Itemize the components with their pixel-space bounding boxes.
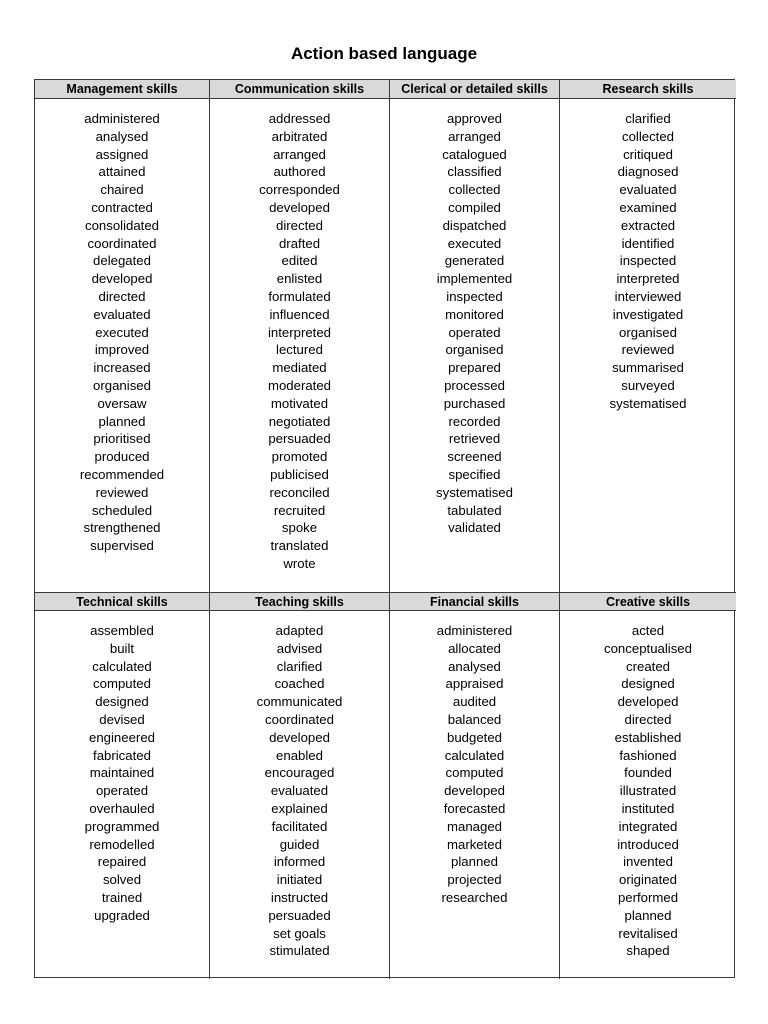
skill-word: organised: [93, 377, 151, 393]
skill-word: translated: [270, 538, 329, 554]
skill-word: forecasted: [443, 800, 506, 816]
skill-word: arranged: [448, 128, 501, 144]
list-teaching-skills: [210, 611, 390, 979]
skill-word: implemented: [436, 271, 513, 287]
skill-word: initiated: [276, 872, 323, 888]
header-management-skills: Management skills: [35, 80, 210, 99]
skill-word: persuaded: [268, 431, 331, 447]
skill-word: classified: [447, 164, 502, 180]
skill-word: collected: [621, 128, 675, 144]
skill-word: formulated: [268, 288, 331, 304]
skill-word: moderated: [267, 377, 332, 393]
skill-word: mediated: [272, 360, 327, 376]
skill-word: inspected: [446, 288, 503, 304]
skill-word: programmed: [84, 818, 160, 834]
list-communication-skills: [210, 99, 390, 592]
skill-word: planned: [98, 413, 146, 429]
skill-word: introduced: [617, 836, 679, 852]
skill-word: operated: [95, 783, 149, 799]
list-research-skills: [560, 99, 736, 592]
skill-word: summarised: [612, 360, 684, 376]
skill-word: examined: [619, 199, 677, 215]
skill-word: wrote: [283, 555, 316, 571]
header-teaching-skills: Teaching skills: [210, 592, 390, 611]
skill-word: maintained: [89, 765, 155, 781]
skill-word: analysed: [448, 658, 501, 674]
skill-word: influenced: [269, 306, 330, 322]
page-title: Action based language: [290, 44, 478, 63]
skill-word: identified: [621, 235, 675, 251]
skill-word: authored: [273, 164, 326, 180]
skill-word: informed: [273, 854, 326, 870]
skill-word: administered: [436, 623, 513, 638]
skill-word: instructed: [270, 889, 329, 905]
skill-word: purchased: [443, 395, 506, 411]
skill-word: shaped: [626, 943, 670, 959]
skill-word: spoke: [281, 520, 318, 536]
skill-word: administered: [84, 111, 160, 126]
skill-word: adapted: [275, 623, 324, 638]
skill-word: interviewed: [614, 288, 682, 304]
list-financial-skills: [390, 611, 560, 979]
header-research-skills: Research skills: [560, 80, 736, 99]
skill-word: reconciled: [269, 484, 330, 500]
skill-word: interpreted: [616, 271, 680, 287]
skill-word: coordinated: [265, 711, 334, 727]
skill-word: executed: [95, 324, 149, 340]
skill-word: corresponded: [259, 182, 340, 198]
skill-word: enabled: [276, 747, 323, 763]
skill-word: developed: [269, 199, 330, 215]
skill-word: calculated: [444, 747, 505, 763]
skill-word: remodelled: [89, 836, 155, 852]
skills-table: [34, 79, 735, 978]
skill-word: evaluated: [619, 182, 677, 198]
skill-word: enlisted: [276, 271, 323, 287]
skill-word: reviewed: [621, 342, 675, 358]
skill-word: originated: [619, 872, 677, 888]
skill-word: overhauled: [89, 800, 155, 816]
header-clerical-skills: Clerical or detailed skills: [390, 80, 560, 99]
skill-word: advised: [276, 640, 323, 656]
skill-word: budgeted: [446, 729, 502, 745]
skill-word: reviewed: [95, 484, 149, 500]
skill-word: facilitated: [271, 818, 328, 834]
skill-word: designed: [621, 676, 675, 692]
skill-word: critiqued: [623, 146, 673, 162]
skill-word: publicised: [270, 466, 329, 482]
skill-word: processed: [444, 377, 505, 393]
skill-word: increased: [93, 360, 151, 376]
skill-word: developed: [617, 694, 679, 710]
skill-word: engineered: [89, 729, 155, 745]
skill-word: developed: [269, 729, 330, 745]
skill-word: operated: [448, 324, 501, 340]
skill-word: collected: [448, 182, 501, 198]
skill-word: performed: [617, 889, 679, 905]
skill-word: planned: [451, 854, 498, 870]
skill-word: recruited: [273, 502, 326, 518]
skill-word: inspected: [619, 253, 677, 269]
skill-word: catalogued: [442, 146, 507, 162]
skill-word: coached: [274, 676, 325, 692]
skill-word: guided: [279, 836, 320, 852]
skill-word: systematised: [609, 395, 687, 411]
skill-word: explained: [271, 800, 328, 816]
header-communication-skills: Communication skills: [210, 80, 390, 99]
skill-word: executed: [447, 235, 502, 251]
skill-word: balanced: [447, 711, 502, 727]
list-management-skills: [35, 99, 210, 592]
skill-word: addressed: [268, 111, 331, 126]
skill-word: audited: [452, 694, 497, 710]
skill-word: surveyed: [621, 377, 675, 393]
list-technical-skills: [35, 611, 210, 979]
skill-word: arranged: [273, 146, 326, 162]
skill-word: directed: [624, 711, 672, 727]
skill-word: contracted: [91, 199, 153, 215]
skill-word: appraised: [445, 676, 504, 692]
skill-word: directed: [98, 288, 146, 304]
skill-word: built: [109, 640, 135, 656]
skill-word: fashioned: [619, 747, 677, 763]
skill-word: prepared: [448, 360, 501, 376]
skill-word: approved: [447, 111, 502, 126]
skill-word: attained: [98, 164, 146, 180]
skill-word: assembled: [90, 623, 154, 638]
skill-word: supervised: [90, 538, 154, 554]
header-creative-skills: Creative skills: [560, 592, 736, 611]
skill-word: lectured: [276, 342, 323, 358]
skill-word: computed: [445, 765, 504, 781]
header-technical-skills: Technical skills: [35, 592, 210, 611]
skill-word: prioritised: [93, 431, 151, 447]
skill-word: instituted: [621, 800, 675, 816]
skill-word: calculated: [92, 658, 152, 674]
skill-word: computed: [93, 676, 151, 692]
skill-word: evaluated: [93, 306, 151, 322]
skill-word: coordinated: [87, 235, 157, 251]
skill-word: recommended: [79, 466, 165, 482]
skill-word: motivated: [270, 395, 329, 411]
skill-word: acted: [631, 623, 665, 638]
skill-word: repaired: [97, 854, 147, 870]
skill-word: evaluated: [270, 783, 329, 799]
skill-word: allocated: [448, 640, 501, 656]
skill-word: validated: [448, 520, 501, 536]
skill-word: communicated: [256, 694, 343, 710]
list-creative-skills: [560, 611, 736, 979]
skill-word: integrated: [618, 818, 678, 834]
skill-word: assigned: [95, 146, 149, 162]
skill-word: stimulated: [269, 943, 330, 959]
skill-word: encouraged: [264, 765, 335, 781]
header-financial-skills: Financial skills: [390, 592, 560, 611]
skill-word: devised: [99, 711, 145, 727]
skill-word: trained: [101, 889, 143, 905]
skill-word: recorded: [448, 413, 501, 429]
skill-word: clarified: [276, 658, 323, 674]
skill-word: chaired: [100, 182, 144, 198]
skill-word: tabulated: [447, 502, 502, 518]
skill-word: set goals: [273, 925, 326, 941]
skill-word: analysed: [95, 128, 149, 144]
skill-word: planned: [624, 907, 672, 923]
skill-word: fabricated: [93, 747, 151, 763]
skill-word: organised: [619, 324, 677, 340]
skill-word: solved: [102, 872, 142, 888]
skill-word: dispatched: [442, 217, 507, 233]
skill-word: drafted: [278, 235, 321, 251]
skill-word: marketed: [447, 836, 502, 852]
skill-word: compiled: [448, 199, 501, 215]
skill-word: established: [614, 729, 682, 745]
skill-word: arbitrated: [271, 128, 328, 144]
skill-word: revitalised: [618, 925, 678, 941]
skill-word: negotiated: [268, 413, 331, 429]
skill-word: invented: [623, 854, 673, 870]
skill-word: illustrated: [619, 783, 677, 799]
skill-word: produced: [94, 449, 150, 465]
skill-word: scheduled: [91, 502, 153, 518]
list-clerical-skills: [390, 99, 560, 592]
skill-word: managed: [447, 818, 502, 834]
skill-word: strengthened: [83, 520, 161, 536]
skill-word: investigated: [612, 306, 684, 322]
skill-word: specified: [448, 466, 501, 482]
skill-word: developed: [91, 271, 153, 287]
skill-word: promoted: [271, 449, 328, 465]
skill-word: designed: [95, 694, 149, 710]
skill-word: created: [626, 658, 670, 674]
skill-word: founded: [624, 765, 672, 781]
skill-word: improved: [94, 342, 150, 358]
skill-word: screened: [447, 449, 502, 465]
skill-word: retrieved: [448, 431, 501, 447]
skill-word: systematised: [436, 484, 513, 500]
skill-word: organised: [445, 342, 504, 358]
skill-word: monitored: [445, 306, 504, 322]
skill-word: directed: [276, 217, 323, 233]
skill-word: developed: [444, 783, 505, 799]
skill-word: extracted: [620, 217, 676, 233]
skill-word: clarified: [625, 111, 671, 126]
skill-word: persuaded: [268, 907, 331, 923]
skill-word: diagnosed: [617, 164, 679, 180]
skill-word: edited: [281, 253, 318, 269]
skill-word: generated: [444, 253, 505, 269]
skill-word: interpreted: [267, 324, 332, 340]
skill-word: delegated: [93, 253, 151, 269]
skill-word: projected: [447, 872, 502, 888]
skill-word: conceptualised: [604, 640, 692, 656]
skill-word: upgraded: [94, 907, 150, 923]
skill-word: researched: [441, 889, 508, 905]
skill-word: consolidated: [84, 217, 160, 233]
skill-word: oversaw: [97, 395, 147, 411]
